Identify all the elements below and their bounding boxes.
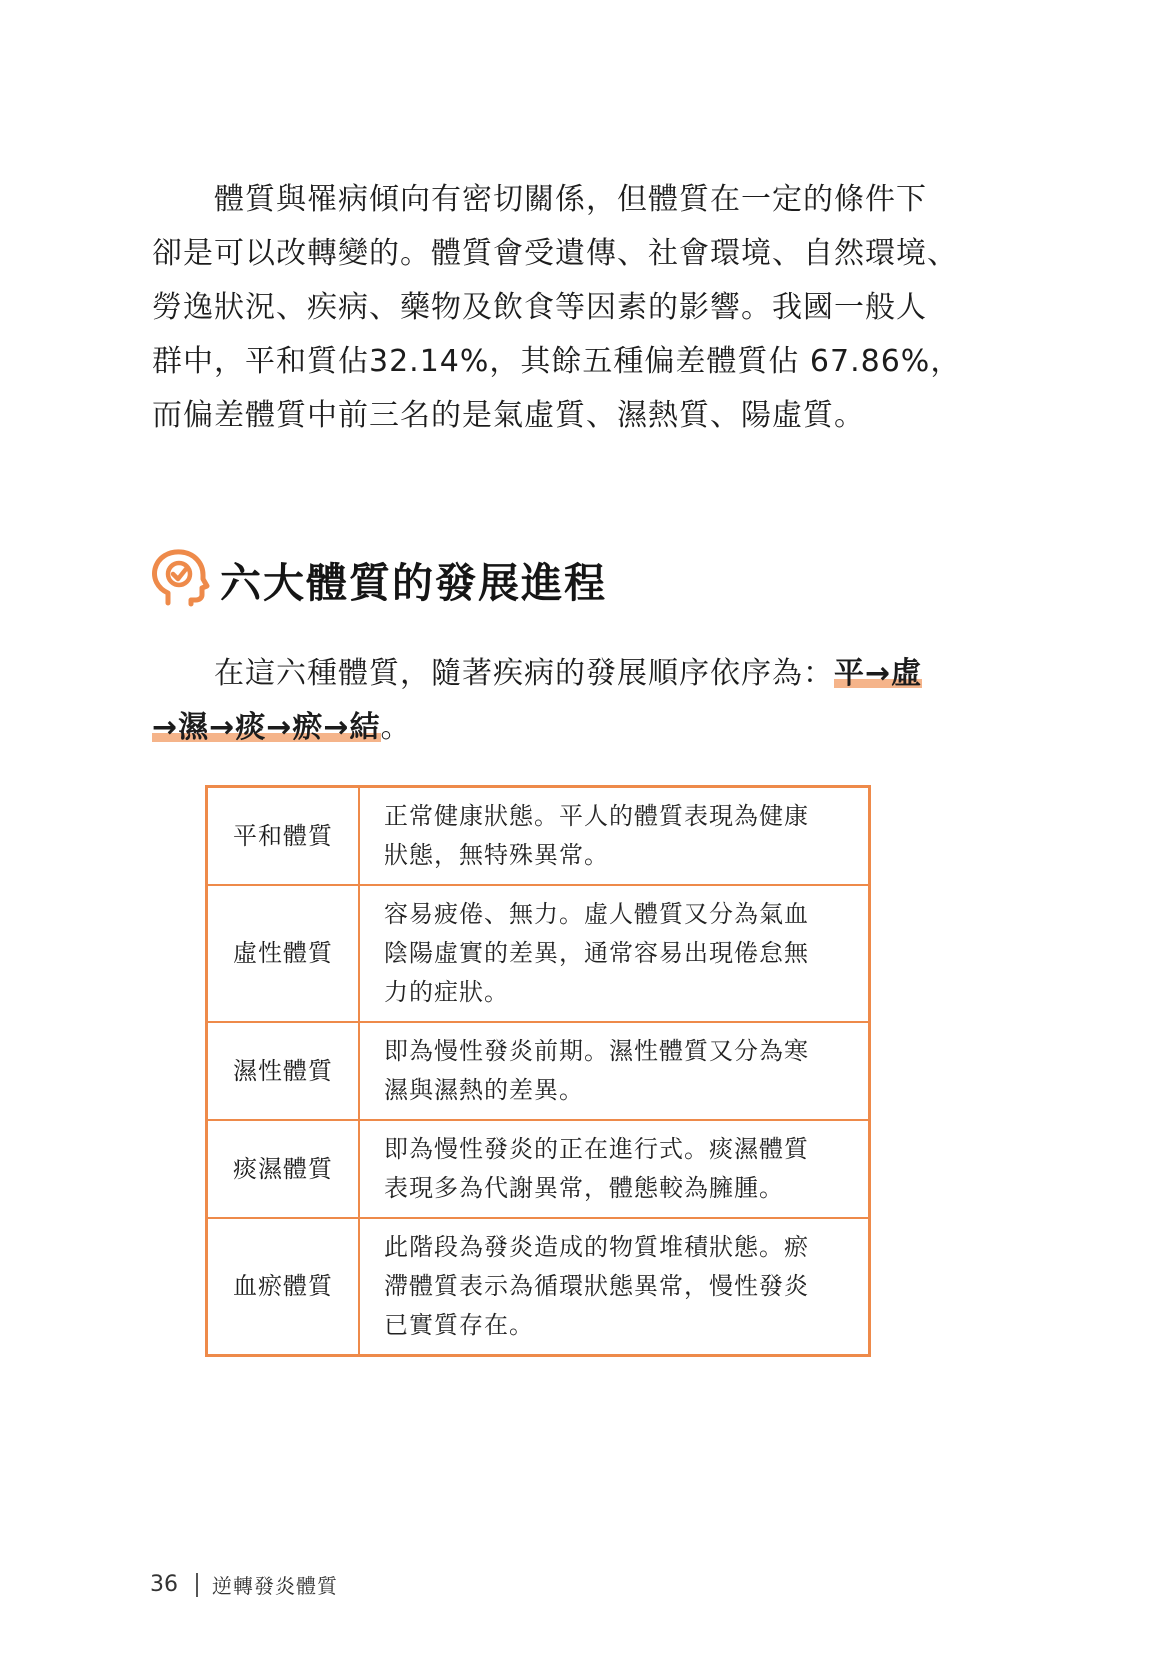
description-line: 正常健康狀態。平人的體質表現為健康 (384, 802, 809, 830)
description-line: 已實質存在。 (384, 1311, 534, 1339)
intro-paragraph (152, 647, 942, 755)
description-line: 滯體質表示為循環狀態異常，慢性發炎 (384, 1272, 809, 1300)
constitution-table (205, 785, 871, 1357)
constitution-name: 濕性體質 (207, 1022, 360, 1120)
constitution-name: 血瘀體質 (207, 1218, 360, 1356)
intro-text: 。 (380, 710, 412, 745)
description-line: 表現多為代謝異常，體態較為臃腫。 (384, 1174, 784, 1202)
footer-divider (196, 1573, 198, 1597)
description-line: 即為慢性發炎前期。濕性體質又分為寒 (384, 1037, 809, 1065)
constitution-name: 平和體質 (207, 787, 360, 886)
constitution-description (359, 1022, 870, 1120)
description-line: 力的症狀。 (384, 978, 509, 1006)
intro-text: 在這六種體質，隨著疾病的發展順序依序為： (214, 656, 834, 691)
page-number: 36 (150, 1572, 178, 1597)
running-title: 逆轉發炎體質 (212, 1574, 338, 1598)
description-line: 陰陽虛實的差異，通常容易出現倦怠無 (384, 939, 809, 967)
constitution-description (359, 787, 870, 886)
description-line: 狀態，無特殊異常。 (384, 841, 609, 869)
description-line: 濕與濕熱的差異。 (384, 1076, 584, 1104)
constitution-description (359, 1120, 870, 1218)
progression-highlight: →濕→痰→瘀→結 (152, 710, 381, 745)
table-row (207, 787, 870, 886)
body-paragraph (152, 173, 962, 443)
table-row (207, 1218, 870, 1356)
intro-line (152, 647, 942, 701)
table-row (207, 1120, 870, 1218)
constitution-description (359, 885, 870, 1022)
description-line: 容易疲倦、無力。虛人體質又分為氣血 (384, 900, 809, 928)
paragraph-line: 體質與罹病傾向有密切關係，但體質在一定的條件下 (214, 182, 927, 217)
description-line: 即為慢性發炎的正在進行式。痰濕體質 (384, 1135, 809, 1163)
page-footer (150, 1570, 338, 1599)
paragraph-line: 群中，平和質佔32.14%，其餘五種偏差體質佔 67.86%， (152, 344, 962, 379)
constitution-name: 痰濕體質 (207, 1120, 360, 1218)
description-line: 此階段為發炎造成的物質堆積狀態。瘀 (384, 1233, 809, 1261)
constitution-description (359, 1218, 870, 1356)
constitution-name: 虛性體質 (207, 885, 360, 1022)
table-row (207, 1022, 870, 1120)
intro-line (152, 701, 942, 755)
head-check-icon (148, 548, 210, 610)
section-heading (148, 548, 607, 610)
progression-highlight: 平→虛 (834, 656, 923, 691)
paragraph-line: 卻是可以改轉變的。體質會受遺傳、社會環境、自然環境、 (152, 236, 958, 271)
section-title: 六大體質的發展進程 (220, 558, 607, 607)
paragraph-line: 勞逸狀況、疾病、藥物及飲食等因素的影響。我國一般人 (152, 290, 927, 325)
paragraph-line: 而偏差體質中前三名的是氣虛質、濕熱質、陽虛質。 (152, 398, 865, 433)
table-row (207, 885, 870, 1022)
